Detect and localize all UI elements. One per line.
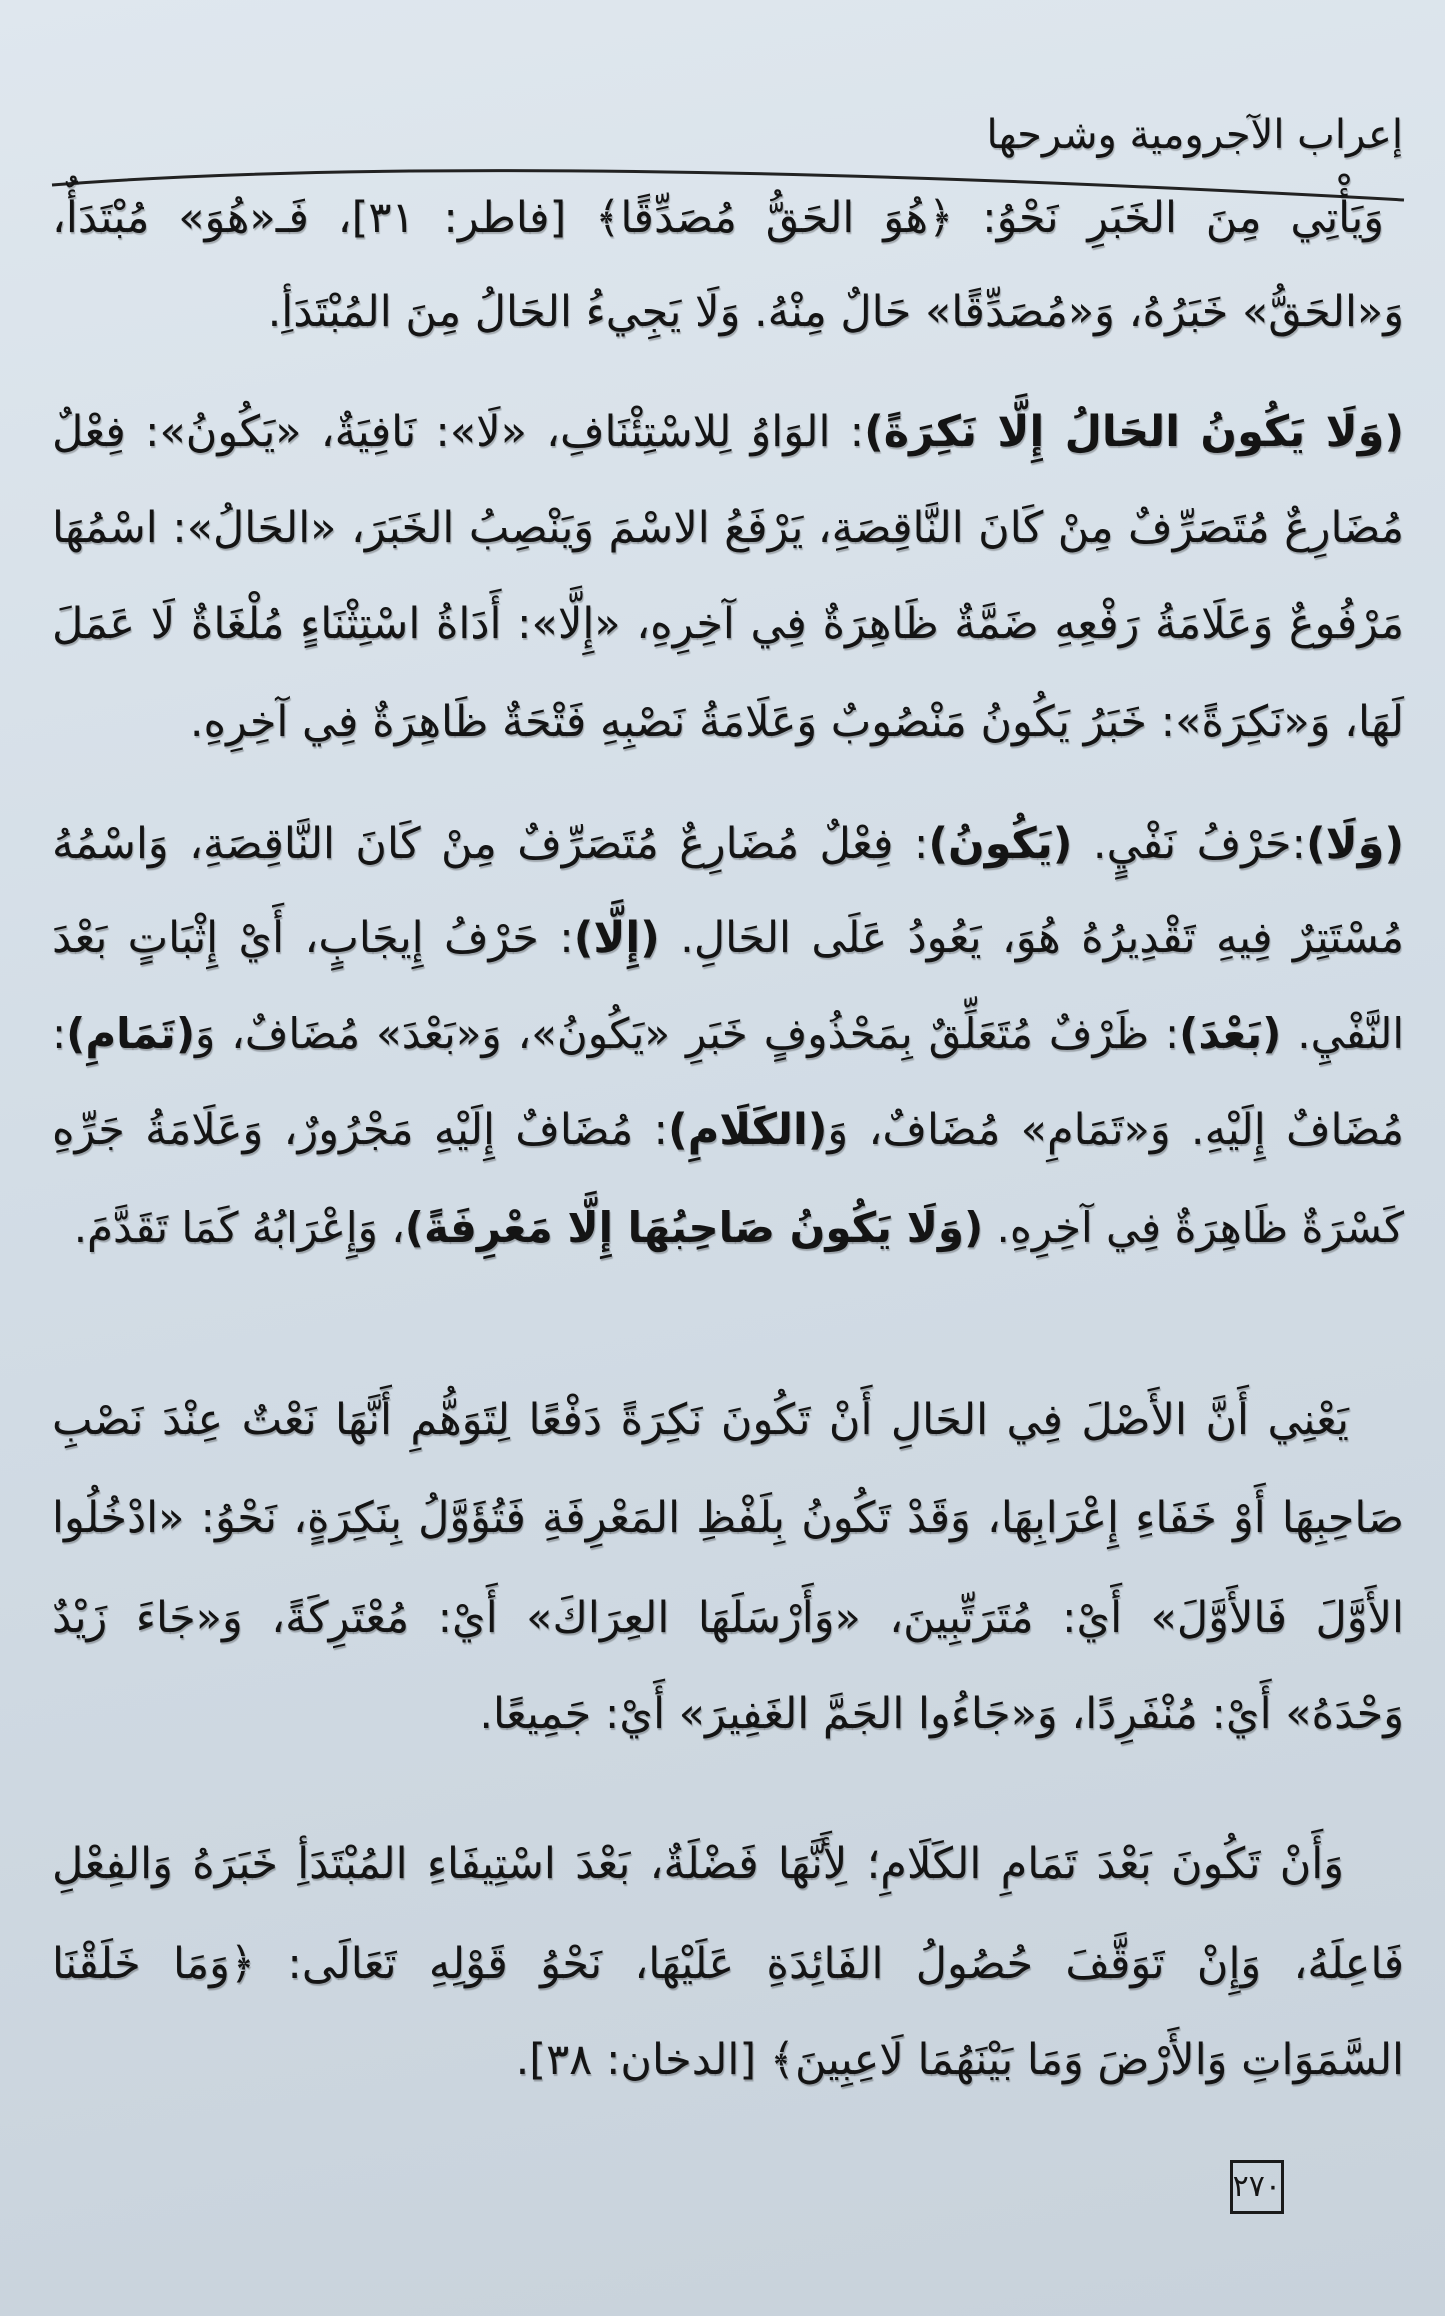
text-line [52,1916,1404,2012]
matn-quote: (وَلَا يَكُونُ الحَالُ إِلَّا نَكِرَةً) [864,407,1404,457]
text-segment: : مُضَافٌ إِلَيْهِ مَجْرُورٌ، وَعَلَامَةُ جَرِّهِ [52,1105,669,1155]
text-segment: : فِعْلٌ مُضَارِعٌ مُتَصَرِّفٌ مِنْ كَانَ النَّاقِصَةِ، وَاسْمُهُ [52,819,929,869]
page-number: ٢٧٠ [1230,2160,1284,2214]
text-segment: :حَرْفُ نَفْيٍ. [1072,819,1306,869]
text-line [52,1816,1344,1912]
text-line [52,1372,1349,1468]
text-line [52,1570,1404,1666]
text-segment: مُضَافٌ إِلَيْهِ. وَ«تَمَامِ» مُضَافٌ، وَ [827,1105,1404,1155]
text-line [52,1470,1404,1566]
text-segment: ، وَإِعْرَابُهُ كَمَا تَقَدَّمَ. [73,1203,405,1252]
text-line [52,170,1384,266]
text-segment: وَحْدَهُ» أَيْ: مُنْفَرِدًا، وَ«جَاءُوا الجَمَّ الغَفِيرَ» أَيْ: جَمِيعًا. [479,1689,1404,1739]
text-segment: : حَرْفُ إِيجَابٍ، أَيْ إِثْبَاتٍ بَعْدَ [52,913,574,963]
text-line [52,674,1404,770]
matn-quote: (وَلَا يَكُونُ صَاحِبُهَا إِلَّا مَعْرِفَةً) [404,1203,984,1252]
text-line [52,986,1404,1082]
text-segment: مَرْفُوعٌ وَعَلَامَةُ رَفْعِهِ ضَمَّةٌ ظَاهِرَةٌ فِي آخِرِهِ، «إِلَّا»: أَدَاةُ اسْتِثْنَاءٍ مُلْغَاةٌ لَا عَمَلَ [52,599,1404,649]
text-line [52,264,1404,360]
text-segment: يَعْنِي أَنَّ الأَصْلَ فِي الحَالِ أَنْ تَكُونَ نَكِرَةً دَفْعًا لِتَوَهُّمِ أَنَّهَا نَعْتٌ عِنْدَ نَصْبِ [52,1395,1349,1445]
text-line [52,1180,1404,1276]
text-segment: : الوَاوُ لِلاسْتِئْنَافِ، «لَا»: نَافِيَةٌ، «يَكُونُ»: فِعْلٌ [52,407,865,457]
running-header: إعراب الآجرومية وشرحها [986,112,1403,158]
text-segment: الأَوَّلَ فَالأَوَّلَ» أَيْ: مُتَرَتِّبِينَ، «وَأَرْسَلَهَا العِرَاكَ» أَيْ: مُعْتَرِكَةً، وَ«جَاءَ زَيْدٌ [52,1593,1404,1643]
text-segment: فَاعِلَهُ، وَإِنْ تَوَقَّفَ حُصُولُ الفَائِدَةِ عَلَيْهَا، نَحْوُ قَوْلِهِ تَعَالَى: ﴿وَمَا خَلَقْنَا [52,1939,1404,1989]
text-segment: صَاحِبِهَا أَوْ خَفَاءِ إِعْرَابِهَا، وَقَدْ تَكُونُ بِلَفْظِ المَعْرِفَةِ فَتُؤَوَّلُ بِنَكِرَةٍ، نَحْوُ: «ادْخُلُوا [52,1493,1404,1543]
text-segment: كَسْرَةٌ ظَاهِرَةٌ فِي آخِرِهِ. [983,1203,1404,1252]
text-segment: : [52,1009,67,1058]
text-line [52,796,1404,892]
matn-quote: (يَكُونُ) [928,819,1073,869]
text-line [52,384,1404,480]
text-line [52,890,1404,986]
text-segment: مُضَارِعٌ مُتَصَرِّفٌ مِنْ كَانَ النَّاقِصَةِ، يَرْفَعُ الاسْمَ وَيَنْصِبُ الخَبَرَ، «الحَالُ»: اسْمُهَا [52,503,1404,553]
text-segment: لَهَا، وَ«نَكِرَةً»: خَبَرُ يَكُونُ مَنْصُوبٌ وَعَلَامَةُ نَصْبِهِ فَتْحَةٌ ظَاهِرَةٌ فِي آخِرِهِ. [189,697,1404,747]
text-segment: : ظَرْفٌ مُتَعَلِّقٌ بِمَحْذُوفٍ خَبَرِ «يَكُونُ»، وَ«بَعْدَ» مُضَافٌ، وَ [195,1009,1180,1058]
text-segment: وَأَنْ تَكُونَ بَعْدَ تَمَامِ الكَلَامِ؛ لِأَنَّهَا فَضْلَةٌ، بَعْدَ اسْتِيفَاءِ المُبْتَدَأِ خَبَرَهُ وَالفِعْلِ [52,1839,1344,1889]
text-segment: السَّمَوَاتِ وَالأَرْضَ وَمَا بَيْنَهُمَا لَاعِبِينَ﴾ [الدخان: ٣٨]. [515,2035,1404,2085]
text-line [52,480,1404,576]
matn-quote: (بَعْدَ) [1179,1009,1282,1058]
text-segment: النَّفْيِ. [1281,1009,1405,1058]
text-segment: مُسْتَتِرٌ فِيهِ تَقْدِيرُهُ هُوَ، يَعُودُ عَلَى الحَالِ. [659,913,1404,963]
text-line [52,1082,1404,1178]
matn-quote: (تَمَامِ) [66,1009,196,1058]
text-line [52,2012,1404,2108]
text-segment: وَ«الحَقُّ» خَبَرُهُ، وَ«مُصَدِّقًا» حَالٌ مِنْهُ. وَلَا يَجِيءُ الحَالُ مِنَ المُبْتَدَأِ. [267,287,1404,337]
matn-quote: (الكَلَامِ) [668,1105,828,1155]
text-line [52,1666,1404,1762]
text-segment: وَيَأْتِي مِنَ الخَبَرِ نَحْوُ: ﴿هُوَ الحَقُّ مُصَدِّقًا﴾ [فاطر: ٣١]، فَـ«هُوَ» مُبْتَدَأٌ، [52,193,1384,243]
text-line [52,576,1404,672]
matn-quote: (إِلَّا) [573,913,660,963]
matn-quote: (وَلَا) [1305,819,1405,869]
